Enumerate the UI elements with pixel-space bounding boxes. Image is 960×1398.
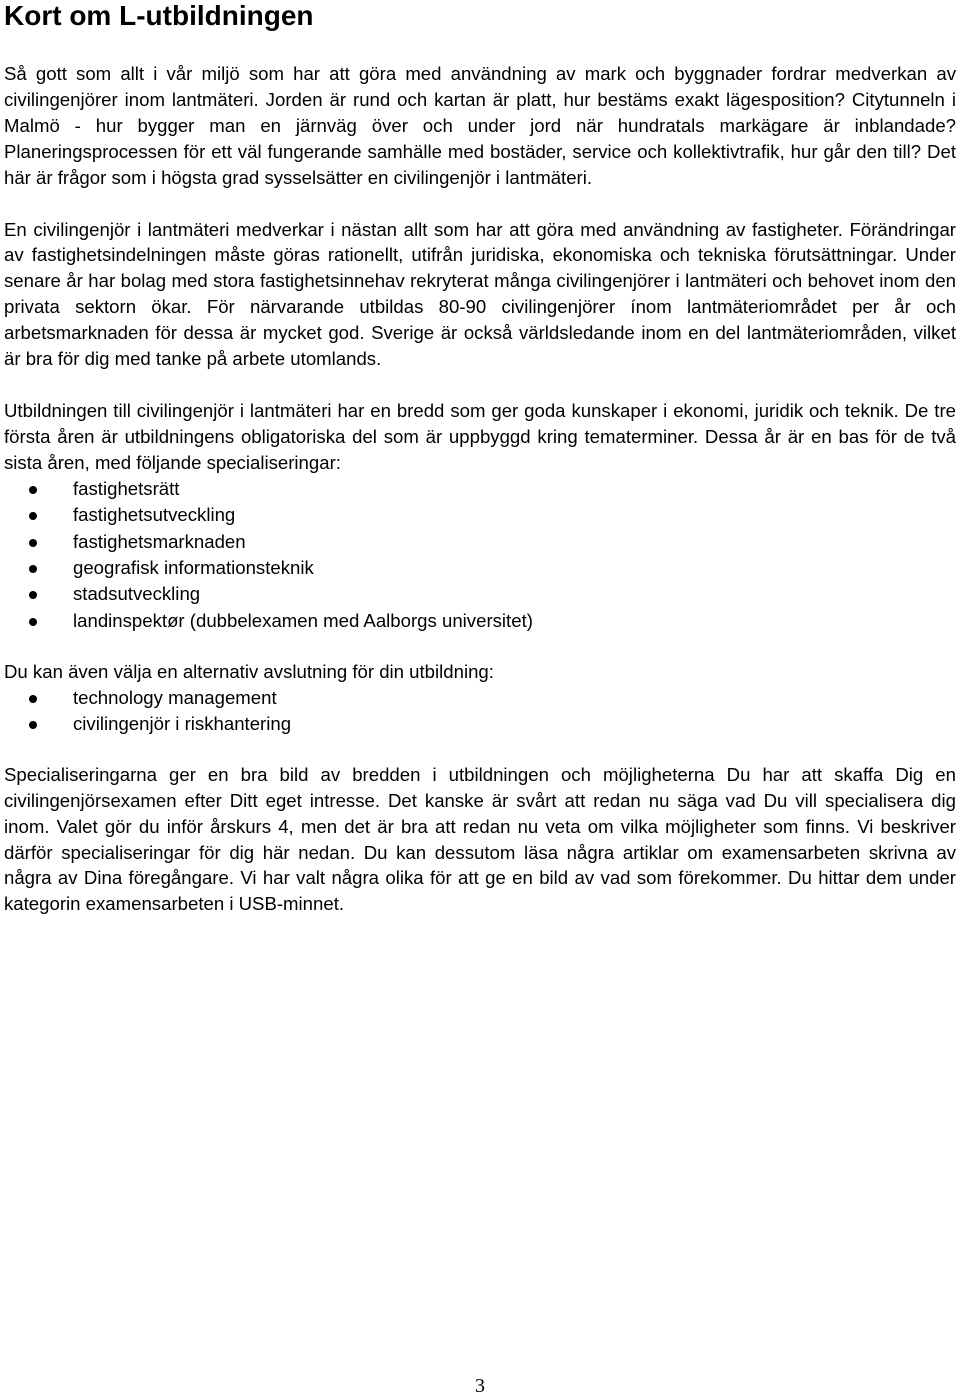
education-paragraph: Utbildningen till civilingenjör i lantmäteri har en bredd som ger goda kunskaper i ekonomi, juridik och teknik. De tre första åren är utbildningens obligatoriska del som är uppbyggd kring tematerminer. Dessa år är en bas för de två sista åren, med följande specialiseringar: (4, 399, 956, 473)
list-item (4, 608, 956, 634)
list-item (4, 685, 956, 711)
list-item (4, 555, 956, 581)
intro-paragraph: Så gott som allt i vår miljö som har att göra med användning av mark och byggnader fordrar medverkan av civilingenjörer inom lantmäteri. Jorden är rund och kartan är platt, hur bestäms exakt lägesposition? Citytunneln i Malmö - hur bygger man en järnväg över och under jord när hundratals markägare är inblandade? Planeringsprocessen för ett väl fungerande samhälle med bostäder, service och kollektivtrafik, hur går den till? Det här är frågor som i högsta grad sysselsätter en civilingenjör i lantmäteri. (4, 63, 956, 188)
list-item-text: fastighetsutveckling (73, 504, 236, 526)
list-item (4, 502, 956, 528)
bullet-icon (29, 512, 37, 520)
page-title: Kort om L-utbildningen (4, 0, 314, 31)
bullet-icon (29, 591, 37, 599)
list-item-text: geografisk informationsteknik (73, 556, 314, 578)
list-item (4, 581, 956, 607)
page-number: 3 (475, 1375, 485, 1397)
bullet-icon (29, 486, 37, 494)
profession-paragraph: En civilingenjör i lantmäteri medverkar i nästan allt som har att göra med användning av fastigheter. Förändringar av fastighetsindelningen måste göras rationellt, utifrån juridiska, ekonomiska och tekniska förutsättningar. Under senare år har bolag med stora fastighetsinnehav rekryterat många civilingenjörer i lantmäteri och behovet inom den privata sektorn ökar. För närvarande utbildas 80-90 civilingenjörer ínom lantmäteriområdet per år och arbetsmarknaden för dessa är mycket god. Sverige är också världsledande inom en del lantmäteriområden, vilket är bra för dig med tanke på arbete utomlands. (4, 218, 956, 370)
bullet-icon (29, 618, 37, 626)
list-item-text: fastighetsrätt (73, 477, 180, 499)
list-item (4, 476, 956, 502)
alternative-intro-paragraph: Du kan även välja en alternativ avslutning för din utbildning: (4, 661, 494, 683)
list-item (4, 529, 956, 555)
bullet-icon (29, 539, 37, 547)
specialization-list (4, 476, 956, 634)
bullet-icon (29, 695, 37, 703)
document-page (4, 0, 956, 917)
bullet-icon (29, 565, 37, 573)
list-item-text: fastighetsmarknaden (73, 530, 246, 552)
list-item-text: civilingenjör i riskhantering (73, 713, 292, 735)
alternative-list (4, 685, 956, 738)
specialization-info-paragraph: Specialiseringarna ger en bra bild av bredden i utbildningen och möjligheterna Du har att skaffa Dig en civilingenjörsexamen efter Ditt eget intresse. Det kanske är svårt att redan nu säga vad Du vill specialisera dig inom. Valet gör du inför årskurs 4, men det är bra att redan nu veta om vilka möjligheter som finns. Vi beskriver därför specialiseringar för dig här nedan. Du kan dessutom läsa några artiklar om examensarbeten skrivna av några av Dina föregångare. Vi har valt några olika för att ge en bild av vad som förekommer. Du hittar dem under kategorin examensarbeten i USB-minnet. (4, 763, 956, 915)
list-item-text: technology management (73, 687, 277, 709)
list-item (4, 711, 956, 737)
list-item-text: stadsutveckling (73, 583, 201, 605)
bullet-icon (29, 721, 37, 729)
list-item-text: landinspektør (dubbelexamen med Aalborgs universitet) (73, 609, 533, 631)
